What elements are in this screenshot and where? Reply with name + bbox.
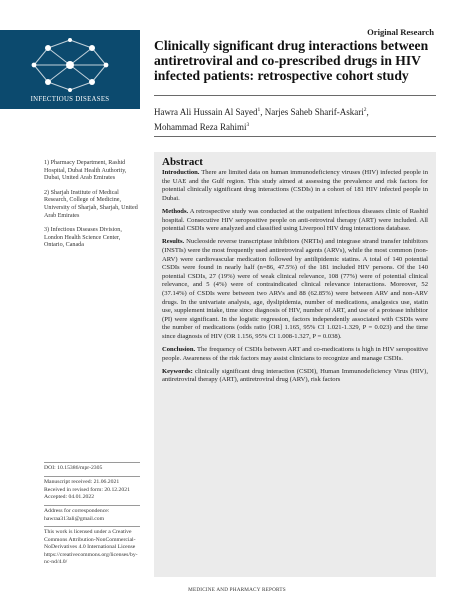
meta-divider <box>44 505 140 506</box>
author-affiliation-mark: 2 <box>363 107 367 113</box>
abstract-body <box>162 169 428 390</box>
affiliation-item: 3) Infectious Diseases Division, London Health Science Center, Ontario, Canada <box>44 227 122 249</box>
author-name: Hawra Ali Hussain Al Sayed <box>154 107 258 117</box>
abstract-introduction <box>162 169 428 203</box>
section-badge <box>0 30 140 109</box>
meta-divider <box>44 526 140 527</box>
section-label: Results. <box>162 238 185 246</box>
abstract-box <box>154 152 436 577</box>
revised-date: Received in revised form: 20.12.2021 <box>44 486 130 493</box>
affiliation-item: 1) Pharmacy Department, Rashid Hospital, Dubai Health Authority, Dubai, United Arab Emirates <box>44 160 127 182</box>
correspondence-email[interactable]: hawraa313ali@gmail.com <box>44 515 105 522</box>
meta-divider <box>44 462 140 463</box>
affiliations <box>44 160 140 257</box>
affiliation-item: 2) Sharjah Institute of Medical Research, College of Medicine, University of Sharjah, Sharjah, United Arab Emirates <box>44 189 138 219</box>
abstract-methods <box>162 208 428 234</box>
doi <box>44 465 140 473</box>
article-type-label: Original Research <box>367 27 434 37</box>
section-label: Methods. <box>162 207 189 215</box>
section-label: Keywords: <box>162 367 193 375</box>
author-name: Narjes Saheb Sharif-Askari <box>264 107 364 117</box>
section-label: INFECTIOUS DISEASES <box>30 96 110 103</box>
correspondence <box>44 508 140 523</box>
journal-footer: MEDICINE AND PHARMACY REPORTS <box>188 587 286 593</box>
section-label: Introduction. <box>162 169 200 176</box>
section-text: The frequency of CSDIs between ART and co-medications is high in HIV seropositive people. Awareness of the risk factors may assist clinicians to recognize and manage CSDIs. <box>162 346 428 362</box>
accepted-date: Accepted: 04.01.2022 <box>44 494 95 501</box>
article-title: Clinically significant drug interactions between antiretroviral and co-prescribed drugs in HIV infected patients: retrospective cohort study <box>154 38 429 83</box>
abstract-conclusion <box>162 346 428 363</box>
abstract-results <box>162 238 428 341</box>
section-text: Nucleoside reverse transcriptase inhibitors (NRTIs) and integrase strand transfer inhibitors (INSTIs) were the most frequently used antiretroviral agents (ARVs), while the most common (non-ARV) were cardiovascular medication followed by antilipidemic statins. A total of 140 potential CSDIs were found in nearly half (n=86, 47.5%) of the 181 included HIV persons. Of the 140 potential CSDIs, 27 (19%) were of weak clinical relevance, 108 (77%) were of potential clinical relevance, and 5 (4%) were of contraindicated clinical relevance interactions. Moreover, 52 (37.14%) of CSDIs were between two ARVs and 88 (62.85%) were between ARV and non-ARV drugs. In the univariate analysis, age, dyslipidemia, number of medications, analgesics use, statin use, supplement intake, time since diagnosis of HIV, number of ART, and use of a protease inhibitor (PI) were significant. In the logistic regression, factors independently associated with CSDIs were the number of medications (odds ratio [OR] 1.165, 95% CI 1.021-1.329, P = 0.023) and the time since diagnosis of HIV (OR 1.156, 95% CI 1.008-1.327, P = 0.038). <box>162 238 429 340</box>
author-separator: , <box>366 107 369 117</box>
section-label: Conclusion. <box>162 346 196 354</box>
author-affiliation-mark: 1 <box>257 107 261 113</box>
license <box>44 529 140 567</box>
title-divider <box>154 95 436 96</box>
abstract-keywords <box>162 368 428 385</box>
author-name: Mohammad Reza Rahimi <box>154 121 247 132</box>
received-date: Manuscript received: 21.06.2021 <box>44 479 120 485</box>
section-text: There are limited data on human immunodeficiency viruses (HIV) infected people in the UAE and the Gulf region. This study aimed at assessing the prevalence and risk factors for potential clinically significant drug interactions (CSDIs) in a cohort of 181 HIV infected people in Dubai. <box>162 169 428 202</box>
manuscript-dates <box>44 479 140 502</box>
authors-divider <box>154 136 436 137</box>
section-text: clinically significant drug interaction (CSDI), Human Immunodeficiency Virus (HIV), antiretroviral therapy (ART), antiretroviral drug (ARV), risk factors <box>162 367 428 384</box>
author-affiliation-mark: 3 <box>246 121 250 128</box>
meta-divider <box>44 476 140 477</box>
correspondence-label: Address for correspondence: <box>44 508 110 514</box>
abstract-heading: Abstract <box>162 156 203 168</box>
license-text: This work is licensed under a Creative Commons Attribution-NonCommercial-NoDerivatives 4.0 International License https://creativecommons.org/licenses/by-nc-nd/4.0/ <box>44 529 138 566</box>
doi-text: DOI: 10.15386/mpr-2305 <box>44 465 103 471</box>
author-separator: , <box>260 107 265 117</box>
author-list <box>154 104 436 133</box>
section-text: A retrospective study was conducted at the outpatient infectious diseases clinic of Rashid hospital. Consecutive HIV seropositive people on anti-retroviral therapy (ART) were included. All potential CSDIs were analyzed and classified using Liverpool HIV drug interactions database. <box>162 207 428 233</box>
molecule-network-icon <box>26 36 114 94</box>
